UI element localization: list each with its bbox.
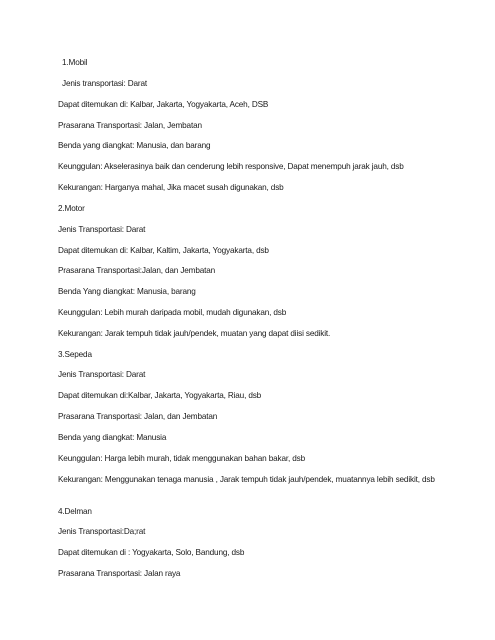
text-line: Kekurangan: Jarak tempuh tidak jauh/pendek, muatan yang dapat diisi sedikit. [58, 329, 331, 338]
text-line: Keunggulan: Harga lebih murah, tidak menggunakan bahan bakar, dsb [58, 454, 305, 463]
text-line: Keunggulan: Akselerasinya baik dan cenderung lebih responsive, Dapat menempuh jarak jauh, dsb [58, 162, 404, 171]
text-line: Jenis Transportasi: Darat [58, 225, 146, 234]
text-line: Keunggulan: Lebih murah daripada mobil, mudah digunakan, dsb [58, 308, 287, 317]
text-line: Kekurangan: Harganya mahal, Jika macet susah digunakan, dsb [58, 183, 284, 192]
text-line: Benda yang diangkat: Manusia [58, 433, 167, 442]
heading-delman: 4.Delman [58, 507, 92, 516]
text-line: Jenis transportasi: Darat [62, 79, 147, 88]
text-line: Jenis Transportasi:Da;rat [58, 527, 146, 536]
heading-motor: 2.Motor [58, 204, 85, 213]
text-line: Dapat ditemukan di:Kalbar, Jakarta, Yogyakarta, Riau, dsb [58, 391, 262, 400]
text-paragraph: Kekurangan: Menggunakan tenaga manusia , Jarak tempuh tidak jauh/pendek, muatannya lebih sedikit, dsb [58, 475, 435, 484]
heading-sepeda: 3.Sepeda [58, 350, 92, 359]
text-line: Prasarana Transportasi:Jalan, dan Jembatan [58, 266, 216, 275]
text-line: Benda yang diangkat: Manusia, dan barang [58, 141, 211, 150]
text-line: Jenis Transportasi: Darat [58, 370, 146, 379]
text-line: Prasarana Transportasi: Jalan, dan Jembatan [58, 412, 218, 421]
text-line: Prasarana Transportasi: Jalan raya [58, 569, 181, 578]
text-line: Prasarana Transportasi: Jalan, Jembatan [58, 121, 202, 130]
text-line: Dapat ditemukan di : Yogyakarta, Solo, Bandung, dsb [58, 548, 245, 557]
text-line: Dapat ditemukan di: Kalbar, Jakarta, Yogyakarta, Aceh, DSB [58, 100, 269, 109]
heading-mobil: 1.Mobil [62, 58, 88, 67]
text-line: Benda Yang diangkat: Manusia, barang [58, 287, 196, 296]
text-line: Dapat ditemukan di: Kalbar, Kaltim, Jakarta, Yogyakarta, dsb [58, 246, 269, 255]
